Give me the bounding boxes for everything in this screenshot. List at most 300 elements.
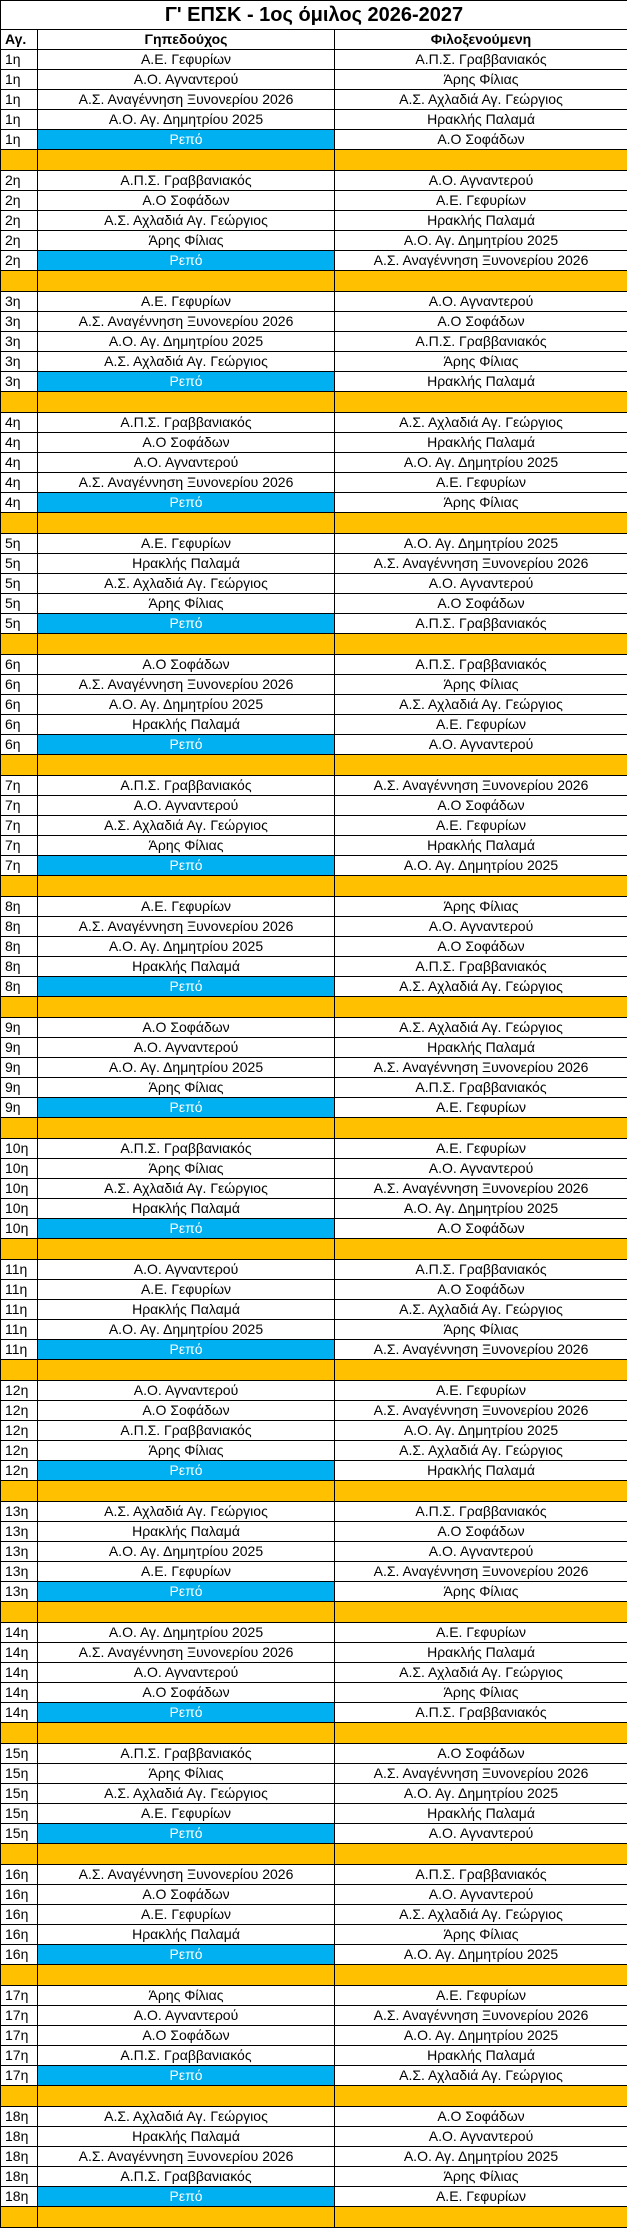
- separator-cell: [1, 997, 38, 1018]
- table-row: [1, 534, 627, 554]
- home-team-cell: Α.Σ. Αναγέννηση Ξυνονερίου 2026: [38, 1643, 335, 1663]
- separator-cell: [38, 2086, 335, 2107]
- away-team-cell: Α.Ο. Αγ. Δημητρίου 2025: [335, 1421, 627, 1441]
- away-team-cell: Α.Ε. Γεφυρίων: [335, 1139, 627, 1159]
- round-separator: [1, 1965, 627, 1986]
- round-cell: 13η: [1, 1522, 38, 1542]
- away-team-cell: Α.Ο Σοφάδων: [335, 937, 627, 957]
- table-row: [1, 433, 627, 453]
- home-team-cell: Α.Ο. Αγ. Δημητρίου 2025: [38, 695, 335, 715]
- home-team-cell: Α.Ο Σοφάδων: [38, 1683, 335, 1703]
- home-team-cell: Α.Σ. Αναγέννηση Ξυνονερίου 2026: [38, 675, 335, 695]
- separator-cell: [38, 634, 335, 655]
- separator-cell: [1, 755, 38, 776]
- away-team-cell: Α.Π.Σ. Γραββανιακός: [335, 655, 627, 675]
- away-team-cell: Α.Σ. Αναγέννηση Ξυνονερίου 2026: [335, 1179, 627, 1199]
- separator-cell: [38, 513, 335, 534]
- round-cell: 6η: [1, 715, 38, 735]
- round-cell: 11η: [1, 1340, 38, 1360]
- away-team-cell: Α.Ο. Αγναντερού: [335, 292, 627, 312]
- away-team-cell: Άρης Φίλιας: [335, 1683, 627, 1703]
- table-row: [1, 776, 627, 796]
- table-row: [1, 413, 627, 433]
- round-cell: 15η: [1, 1744, 38, 1764]
- table-row: [1, 1562, 627, 1582]
- separator-cell: [38, 2207, 335, 2228]
- home-team-cell: Α.Ο. Αγναντερού: [38, 453, 335, 473]
- home-team-cell: Α.Ο. Αγναντερού: [38, 2006, 335, 2026]
- home-team-cell: Ρεπό: [38, 372, 335, 392]
- away-team-cell: Α.Ο. Αγ. Δημητρίου 2025: [335, 534, 627, 554]
- round-cell: 9η: [1, 1038, 38, 1058]
- separator-cell: [335, 513, 627, 534]
- table-row: [1, 1139, 627, 1159]
- away-team-cell: Ηρακλής Παλαμά: [335, 211, 627, 231]
- round-cell: 3η: [1, 292, 38, 312]
- header-away: Φιλοξενούμενη: [335, 30, 627, 50]
- home-team-cell: Α.Ε. Γεφυρίων: [38, 292, 335, 312]
- round-cell: 2η: [1, 231, 38, 251]
- home-team-cell: Ηρακλής Παλαμά: [38, 1199, 335, 1219]
- away-team-cell: Α.Ε. Γεφυρίων: [335, 715, 627, 735]
- round-cell: 2η: [1, 191, 38, 211]
- home-team-cell: Α.Σ. Αναγέννηση Ξυνονερίου 2026: [38, 2147, 335, 2167]
- away-team-cell: Α.Ο Σοφάδων: [335, 2107, 627, 2127]
- home-team-cell: Άρης Φίλιας: [38, 594, 335, 614]
- away-team-cell: Α.Σ. Αχλαδιά Αγ. Γεώργιος: [335, 977, 627, 997]
- away-team-cell: Α.Ο. Αγ. Δημητρίου 2025: [335, 2026, 627, 2046]
- home-team-cell: Α.Σ. Αναγέννηση Ξυνονερίου 2026: [38, 1865, 335, 1885]
- table-row: [1, 2006, 627, 2026]
- round-cell: 12η: [1, 1461, 38, 1481]
- away-team-cell: Α.Ο. Αγναντερού: [335, 1824, 627, 1844]
- round-cell: 11η: [1, 1300, 38, 1320]
- round-cell: 6η: [1, 735, 38, 755]
- separator-cell: [335, 392, 627, 413]
- separator-cell: [1, 150, 38, 171]
- home-team-cell: Α.Π.Σ. Γραββανιακός: [38, 1139, 335, 1159]
- round-cell: 14η: [1, 1683, 38, 1703]
- round-separator: [1, 1602, 627, 1623]
- separator-cell: [335, 1481, 627, 1502]
- fixture-body: [1, 50, 627, 2228]
- table-row: [1, 251, 627, 271]
- round-cell: 7η: [1, 796, 38, 816]
- home-team-cell: Α.Ο. Αγ. Δημητρίου 2025: [38, 1542, 335, 1562]
- home-team-cell: Ηρακλής Παλαμά: [38, 715, 335, 735]
- table-row: [1, 1764, 627, 1784]
- home-team-cell: Α.Ο Σοφάδων: [38, 191, 335, 211]
- round-cell: 8η: [1, 977, 38, 997]
- round-cell: 10η: [1, 1139, 38, 1159]
- table-row: [1, 493, 627, 513]
- table-row: [1, 796, 627, 816]
- away-team-cell: Α.Ε. Γεφυρίων: [335, 191, 627, 211]
- table-row: [1, 352, 627, 372]
- round-cell: 7η: [1, 856, 38, 876]
- table-row: [1, 1542, 627, 1562]
- round-cell: 1η: [1, 90, 38, 110]
- round-cell: 5η: [1, 594, 38, 614]
- table-row: [1, 1925, 627, 1945]
- home-team-cell: Α.Ο Σοφάδων: [38, 1885, 335, 1905]
- away-team-cell: Α.Σ. Αχλαδιά Αγ. Γεώργιος: [335, 413, 627, 433]
- away-team-cell: Α.Σ. Αναγέννηση Ξυνονερίου 2026: [335, 1058, 627, 1078]
- table-row: [1, 292, 627, 312]
- away-team-cell: Α.Ο. Αγ. Δημητρίου 2025: [335, 231, 627, 251]
- home-team-cell: Α.Ο. Αγναντερού: [38, 70, 335, 90]
- home-team-cell: Α.Ο. Αγ. Δημητρίου 2025: [38, 1058, 335, 1078]
- away-team-cell: Α.Ο. Αγναντερού: [335, 1542, 627, 1562]
- away-team-cell: Α.Π.Σ. Γραββανιακός: [335, 50, 627, 70]
- round-separator: [1, 2207, 627, 2228]
- separator-cell: [335, 2207, 627, 2228]
- round-separator: [1, 392, 627, 413]
- table-row: [1, 2167, 627, 2187]
- round-cell: 11η: [1, 1320, 38, 1340]
- away-team-cell: Α.Ο. Αγναντερού: [335, 917, 627, 937]
- table-row: [1, 2046, 627, 2066]
- round-cell: 13η: [1, 1582, 38, 1602]
- separator-cell: [38, 1239, 335, 1260]
- round-cell: 16η: [1, 1865, 38, 1885]
- round-cell: 17η: [1, 2026, 38, 2046]
- table-row: [1, 1663, 627, 1683]
- away-team-cell: Α.Σ. Αχλαδιά Αγ. Γεώργιος: [335, 1905, 627, 1925]
- home-team-cell: Ηρακλής Παλαμά: [38, 1522, 335, 1542]
- round-cell: 4η: [1, 413, 38, 433]
- away-team-cell: Ηρακλής Παλαμά: [335, 2046, 627, 2066]
- home-team-cell: Α.Ο. Αγ. Δημητρίου 2025: [38, 937, 335, 957]
- away-team-cell: Α.Ο. Αγ. Δημητρίου 2025: [335, 1199, 627, 1219]
- title-row: [1, 1, 627, 30]
- round-separator: [1, 1118, 627, 1139]
- away-team-cell: Α.Π.Σ. Γραββανιακός: [335, 332, 627, 352]
- table-row: [1, 1744, 627, 1764]
- round-cell: 9η: [1, 1078, 38, 1098]
- away-team-cell: Α.Π.Σ. Γραββανιακός: [335, 1865, 627, 1885]
- separator-cell: [38, 997, 335, 1018]
- table-row: [1, 1421, 627, 1441]
- table-row: [1, 1945, 627, 1965]
- home-team-cell: Α.Π.Σ. Γραββανιακός: [38, 171, 335, 191]
- table-row: [1, 816, 627, 836]
- table-row: [1, 1623, 627, 1643]
- home-team-cell: Ρεπό: [38, 1824, 335, 1844]
- away-team-cell: Α.Σ. Αχλαδιά Αγ. Γεώργιος: [335, 1300, 627, 1320]
- table-row: [1, 2107, 627, 2127]
- round-cell: 3η: [1, 372, 38, 392]
- home-team-cell: Ηρακλής Παλαμά: [38, 957, 335, 977]
- round-cell: 4η: [1, 493, 38, 513]
- away-team-cell: Ηρακλής Παλαμά: [335, 1643, 627, 1663]
- table-row: [1, 1401, 627, 1421]
- round-separator: [1, 271, 627, 292]
- away-team-cell: Α.Ο. Αγ. Δημητρίου 2025: [335, 453, 627, 473]
- home-team-cell: Α.Ο Σοφάδων: [38, 2026, 335, 2046]
- header-round: Αγ.: [1, 30, 38, 50]
- round-cell: 7η: [1, 776, 38, 796]
- away-team-cell: Α.Π.Σ. Γραββανιακός: [335, 1078, 627, 1098]
- table-row: [1, 1320, 627, 1340]
- home-team-cell: Ρεπό: [38, 735, 335, 755]
- round-cell: 12η: [1, 1381, 38, 1401]
- away-team-cell: Α.Σ. Αχλαδιά Αγ. Γεώργιος: [335, 1663, 627, 1683]
- separator-cell: [38, 876, 335, 897]
- table-row: [1, 1260, 627, 1280]
- away-team-cell: Α.Ο. Αγ. Δημητρίου 2025: [335, 1945, 627, 1965]
- round-separator: [1, 1844, 627, 1865]
- home-team-cell: Α.Σ. Αναγέννηση Ξυνονερίου 2026: [38, 312, 335, 332]
- separator-cell: [38, 392, 335, 413]
- table-row: [1, 1300, 627, 1320]
- away-team-cell: Άρης Φίλιας: [335, 2167, 627, 2187]
- table-row: [1, 110, 627, 130]
- round-separator: [1, 997, 627, 1018]
- round-separator: [1, 1723, 627, 1744]
- away-team-cell: Ηρακλής Παλαμά: [335, 433, 627, 453]
- away-team-cell: Άρης Φίλιας: [335, 493, 627, 513]
- table-row: [1, 1381, 627, 1401]
- round-cell: 6η: [1, 655, 38, 675]
- away-team-cell: Α.Ε. Γεφυρίων: [335, 473, 627, 493]
- away-team-cell: Α.Σ. Αχλαδιά Αγ. Γεώργιος: [335, 1441, 627, 1461]
- home-team-cell: Α.Σ. Αχλαδιά Αγ. Γεώργιος: [38, 816, 335, 836]
- round-cell: 13η: [1, 1562, 38, 1582]
- table-row: [1, 1522, 627, 1542]
- round-cell: 17η: [1, 2046, 38, 2066]
- round-cell: 12η: [1, 1421, 38, 1441]
- away-team-cell: Α.Ο. Αγναντερού: [335, 171, 627, 191]
- separator-cell: [335, 2086, 627, 2107]
- away-team-cell: Α.Ο. Αγναντερού: [335, 2127, 627, 2147]
- away-team-cell: Α.Ο. Αγναντερού: [335, 735, 627, 755]
- round-cell: 15η: [1, 1824, 38, 1844]
- away-team-cell: Α.Ε. Γεφυρίων: [335, 1381, 627, 1401]
- table-row: [1, 1219, 627, 1239]
- round-cell: 2η: [1, 211, 38, 231]
- home-team-cell: Ρεπό: [38, 493, 335, 513]
- header-row: [1, 30, 627, 50]
- round-cell: 8η: [1, 937, 38, 957]
- table-row: [1, 1078, 627, 1098]
- table-row: [1, 1703, 627, 1723]
- away-team-cell: Α.Σ. Αναγέννηση Ξυνονερίου 2026: [335, 1562, 627, 1582]
- separator-cell: [38, 1965, 335, 1986]
- separator-cell: [1, 271, 38, 292]
- table-row: [1, 1038, 627, 1058]
- round-cell: 12η: [1, 1441, 38, 1461]
- round-separator: [1, 876, 627, 897]
- round-separator: [1, 1481, 627, 1502]
- table-row: [1, 2187, 627, 2207]
- home-team-cell: Άρης Φίλιας: [38, 1159, 335, 1179]
- separator-cell: [335, 755, 627, 776]
- table-row: [1, 1502, 627, 1522]
- away-team-cell: Ηρακλής Παλαμά: [335, 836, 627, 856]
- table-row: [1, 917, 627, 937]
- round-cell: 1η: [1, 130, 38, 150]
- separator-cell: [1, 1239, 38, 1260]
- separator-cell: [1, 2086, 38, 2107]
- separator-cell: [335, 1602, 627, 1623]
- round-cell: 3η: [1, 352, 38, 372]
- round-separator: [1, 150, 627, 171]
- away-team-cell: Α.Σ. Αχλαδιά Αγ. Γεώργιος: [335, 90, 627, 110]
- away-team-cell: Α.Σ. Αχλαδιά Αγ. Γεώργιος: [335, 1018, 627, 1038]
- separator-cell: [38, 1481, 335, 1502]
- round-cell: 16η: [1, 1945, 38, 1965]
- away-team-cell: Α.Π.Σ. Γραββανιακός: [335, 1703, 627, 1723]
- away-team-cell: Α.Π.Σ. Γραββανιακός: [335, 614, 627, 634]
- home-team-cell: Ρεπό: [38, 1098, 335, 1118]
- home-team-cell: Α.Σ. Αχλαδιά Αγ. Γεώργιος: [38, 1502, 335, 1522]
- table-row: [1, 1784, 627, 1804]
- away-team-cell: Άρης Φίλιας: [335, 1925, 627, 1945]
- separator-cell: [335, 1118, 627, 1139]
- table-row: [1, 735, 627, 755]
- table-row: [1, 554, 627, 574]
- home-team-cell: Α.Π.Σ. Γραββανιακός: [38, 776, 335, 796]
- home-team-cell: Α.Ο Σοφάδων: [38, 1401, 335, 1421]
- separator-cell: [1, 392, 38, 413]
- home-team-cell: Α.Ε. Γεφυρίων: [38, 897, 335, 917]
- home-team-cell: Α.Σ. Αχλαδιά Αγ. Γεώργιος: [38, 1784, 335, 1804]
- away-team-cell: Α.Ο. Αγναντερού: [335, 574, 627, 594]
- home-team-cell: Ηρακλής Παλαμά: [38, 2127, 335, 2147]
- away-team-cell: Α.Ο Σοφάδων: [335, 1744, 627, 1764]
- round-cell: 11η: [1, 1260, 38, 1280]
- separator-cell: [38, 150, 335, 171]
- home-team-cell: Α.Ο. Αγ. Δημητρίου 2025: [38, 110, 335, 130]
- away-team-cell: Α.Ε. Γεφυρίων: [335, 1623, 627, 1643]
- separator-cell: [335, 876, 627, 897]
- table-row: [1, 1461, 627, 1481]
- round-cell: 8η: [1, 917, 38, 937]
- separator-cell: [1, 1118, 38, 1139]
- away-team-cell: Άρης Φίλιας: [335, 352, 627, 372]
- home-team-cell: Α.Ο. Αγναντερού: [38, 796, 335, 816]
- separator-cell: [38, 1844, 335, 1865]
- table-row: [1, 2127, 627, 2147]
- table-row: [1, 211, 627, 231]
- home-team-cell: Α.Ε. Γεφυρίων: [38, 1905, 335, 1925]
- away-team-cell: Άρης Φίλιας: [335, 675, 627, 695]
- table-row: [1, 675, 627, 695]
- away-team-cell: Α.Σ. Αναγέννηση Ξυνονερίου 2026: [335, 554, 627, 574]
- round-cell: 5η: [1, 534, 38, 554]
- round-cell: 5η: [1, 574, 38, 594]
- separator-cell: [38, 755, 335, 776]
- separator-cell: [38, 1118, 335, 1139]
- round-cell: 9η: [1, 1058, 38, 1078]
- separator-cell: [1, 1965, 38, 1986]
- round-cell: 15η: [1, 1804, 38, 1824]
- table-row: [1, 312, 627, 332]
- round-cell: 16η: [1, 1905, 38, 1925]
- separator-cell: [335, 1723, 627, 1744]
- round-cell: 10η: [1, 1179, 38, 1199]
- round-separator: [1, 1360, 627, 1381]
- home-team-cell: Α.Ο. Αγναντερού: [38, 1663, 335, 1683]
- table-row: [1, 1582, 627, 1602]
- round-cell: 9η: [1, 1098, 38, 1118]
- separator-cell: [1, 634, 38, 655]
- table-row: [1, 715, 627, 735]
- away-team-cell: Α.Ο Σοφάδων: [335, 130, 627, 150]
- table-row: [1, 90, 627, 110]
- round-cell: 18η: [1, 2107, 38, 2127]
- round-cell: 4η: [1, 433, 38, 453]
- home-team-cell: Α.Ο Σοφάδων: [38, 433, 335, 453]
- separator-cell: [1, 513, 38, 534]
- home-team-cell: Α.Π.Σ. Γραββανιακός: [38, 1421, 335, 1441]
- table-row: [1, 1986, 627, 2006]
- round-cell: 2η: [1, 251, 38, 271]
- away-team-cell: Ηρακλής Παλαμά: [335, 1804, 627, 1824]
- separator-cell: [38, 271, 335, 292]
- table-row: [1, 1058, 627, 1078]
- away-team-cell: Ηρακλής Παλαμά: [335, 372, 627, 392]
- home-team-cell: Α.Ο. Αγ. Δημητρίου 2025: [38, 1320, 335, 1340]
- away-team-cell: Άρης Φίλιας: [335, 1320, 627, 1340]
- away-team-cell: Α.Π.Σ. Γραββανιακός: [335, 1260, 627, 1280]
- round-separator: [1, 1239, 627, 1260]
- table-row: [1, 937, 627, 957]
- round-cell: 10η: [1, 1219, 38, 1239]
- away-team-cell: Α.Ο Σοφάδων: [335, 1280, 627, 1300]
- home-team-cell: Α.Ε. Γεφυρίων: [38, 1280, 335, 1300]
- away-team-cell: Α.Ο Σοφάδων: [335, 796, 627, 816]
- table-row: [1, 594, 627, 614]
- round-cell: 17η: [1, 2066, 38, 2086]
- round-cell: 14η: [1, 1703, 38, 1723]
- sheet-title: Γ' ΕΠΣΚ - 1ος όμιλος 2026-2027: [1, 1, 627, 30]
- away-team-cell: Α.Ε. Γεφυρίων: [335, 2187, 627, 2207]
- round-cell: 5η: [1, 554, 38, 574]
- home-team-cell: Α.Ο. Αγ. Δημητρίου 2025: [38, 332, 335, 352]
- away-team-cell: Α.Ο. Αγ. Δημητρίου 2025: [335, 1784, 627, 1804]
- home-team-cell: Ρεπό: [38, 1340, 335, 1360]
- separator-cell: [1, 1481, 38, 1502]
- round-cell: 3η: [1, 332, 38, 352]
- home-team-cell: Ηρακλής Παλαμά: [38, 1300, 335, 1320]
- home-team-cell: Α.Ο. Αγναντερού: [38, 1038, 335, 1058]
- away-team-cell: Α.Σ. Αναγέννηση Ξυνονερίου 2026: [335, 2006, 627, 2026]
- round-cell: 18η: [1, 2127, 38, 2147]
- table-row: [1, 1179, 627, 1199]
- away-team-cell: Α.Ο Σοφάδων: [335, 594, 627, 614]
- table-row: [1, 1340, 627, 1360]
- away-team-cell: Α.Ε. Γεφυρίων: [335, 816, 627, 836]
- round-cell: 17η: [1, 2006, 38, 2026]
- home-team-cell: Ρεπό: [38, 1703, 335, 1723]
- round-cell: 2η: [1, 171, 38, 191]
- round-cell: 6η: [1, 695, 38, 715]
- away-team-cell: Α.Ο. Αγναντερού: [335, 1159, 627, 1179]
- table-row: [1, 2026, 627, 2046]
- round-cell: 1η: [1, 70, 38, 90]
- away-team-cell: Ηρακλής Παλαμά: [335, 1038, 627, 1058]
- round-cell: 12η: [1, 1401, 38, 1421]
- home-team-cell: Α.Π.Σ. Γραββανιακός: [38, 1744, 335, 1764]
- home-team-cell: Ρεπό: [38, 614, 335, 634]
- separator-cell: [38, 1360, 335, 1381]
- away-team-cell: Α.Ε. Γεφυρίων: [335, 1098, 627, 1118]
- table-row: [1, 1824, 627, 1844]
- table-row: [1, 70, 627, 90]
- round-cell: 18η: [1, 2147, 38, 2167]
